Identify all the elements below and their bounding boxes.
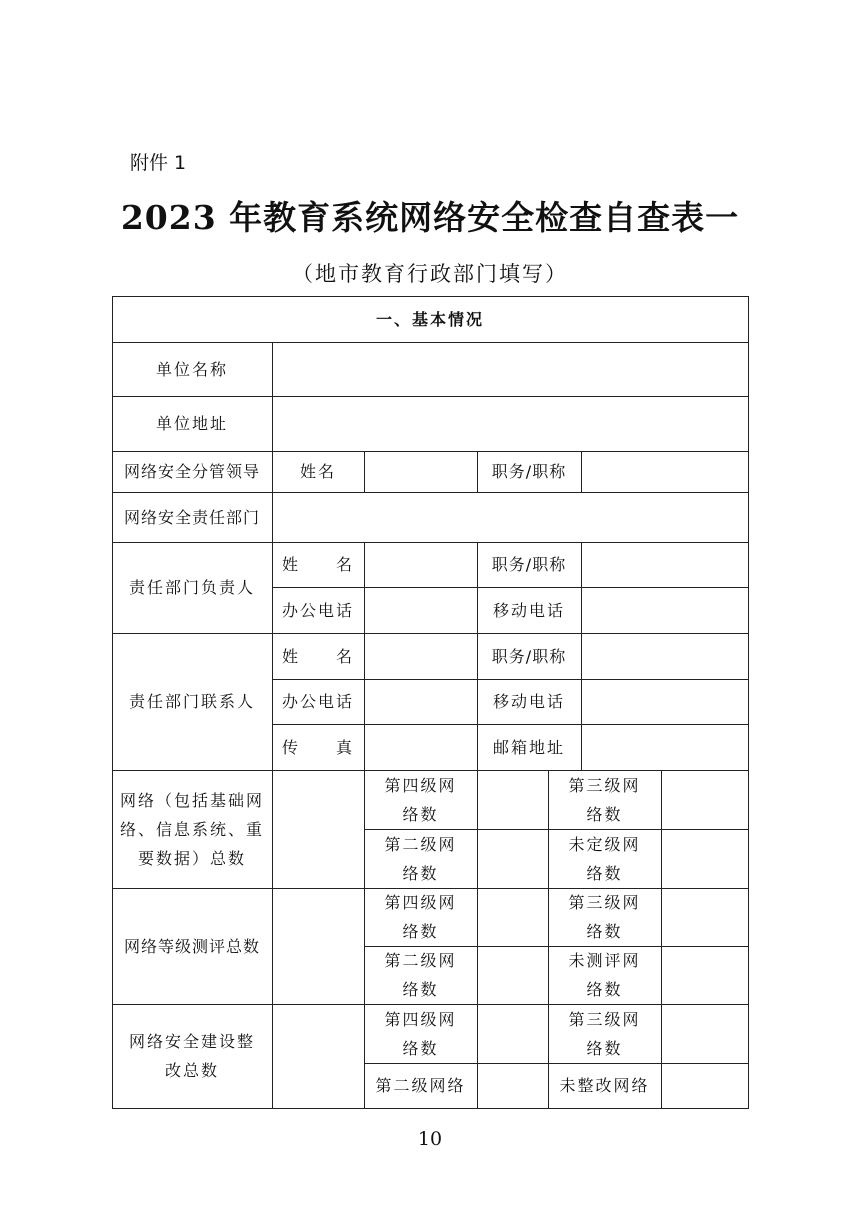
page-subtitle: （地市教育行政部门填写） [292, 262, 568, 286]
contact-office-phone-label: 办公电话 [281, 692, 354, 711]
untested-count-label: 未测评网络数 [568, 951, 641, 999]
rect-level2-label: 第二级网络 [375, 1076, 466, 1095]
undetermined-count-label: 未定级网络数 [568, 834, 641, 883]
leader-position-label: 职务/职称 [491, 462, 567, 481]
rect-level4-label: 第四级网络数 [384, 1009, 457, 1058]
rectification-total-label: 网络安全建设整改总数 [128, 1032, 255, 1080]
level2-count-label: 第二级网络数 [384, 834, 457, 883]
grading-level3-label: 第三级网络数 [568, 893, 641, 941]
contact-email-label: 邮箱地址 [492, 737, 565, 757]
contact-name-label: 姓 名 [281, 646, 354, 666]
dept-contact-label: 责任部门联系人 [128, 692, 255, 711]
contact-mobile-phone-label: 移动电话 [492, 692, 565, 711]
head-name-label: 姓 名 [281, 555, 354, 574]
page-number: 10 [417, 1128, 443, 1150]
page-title: 2023 年教育系统网络安全检查自查表一 [120, 198, 740, 237]
security-leader-label: 网络安全分管领导 [123, 462, 260, 481]
level3-count-label: 第三级网络数 [568, 775, 641, 824]
unit-name-label: 单位名称 [155, 359, 228, 379]
attachment-label: 附件 1 [130, 152, 187, 174]
contact-position-label: 职务/职称 [491, 646, 567, 666]
rect-level3-label: 第三级网络数 [568, 1009, 641, 1058]
unrectified-count-label: 未整改网络 [559, 1076, 650, 1095]
contact-fax-label: 传 真 [281, 737, 354, 757]
responsible-dept-label: 网络安全责任部门 [123, 507, 260, 527]
grading-total-label: 网络等级测评总数 [123, 936, 260, 956]
leader-name-label: 姓名 [299, 462, 336, 481]
head-office-phone-label: 办公电话 [281, 600, 354, 620]
grading-level2-label: 第二级网络数 [384, 951, 457, 999]
grading-level4-label: 第四级网络数 [384, 893, 457, 941]
head-position-label: 职务/职称 [491, 555, 567, 574]
section-title: 一、基本情况 [375, 309, 484, 329]
network-total-label: 网络（包括基础网络、信息系统、重要数据）总数 [120, 790, 265, 868]
head-mobile-phone-label: 移动电话 [492, 600, 565, 620]
dept-head-label: 责任部门负责人 [128, 578, 255, 597]
unit-address-label: 单位地址 [155, 414, 228, 433]
level4-count-label: 第四级网络数 [384, 775, 457, 824]
